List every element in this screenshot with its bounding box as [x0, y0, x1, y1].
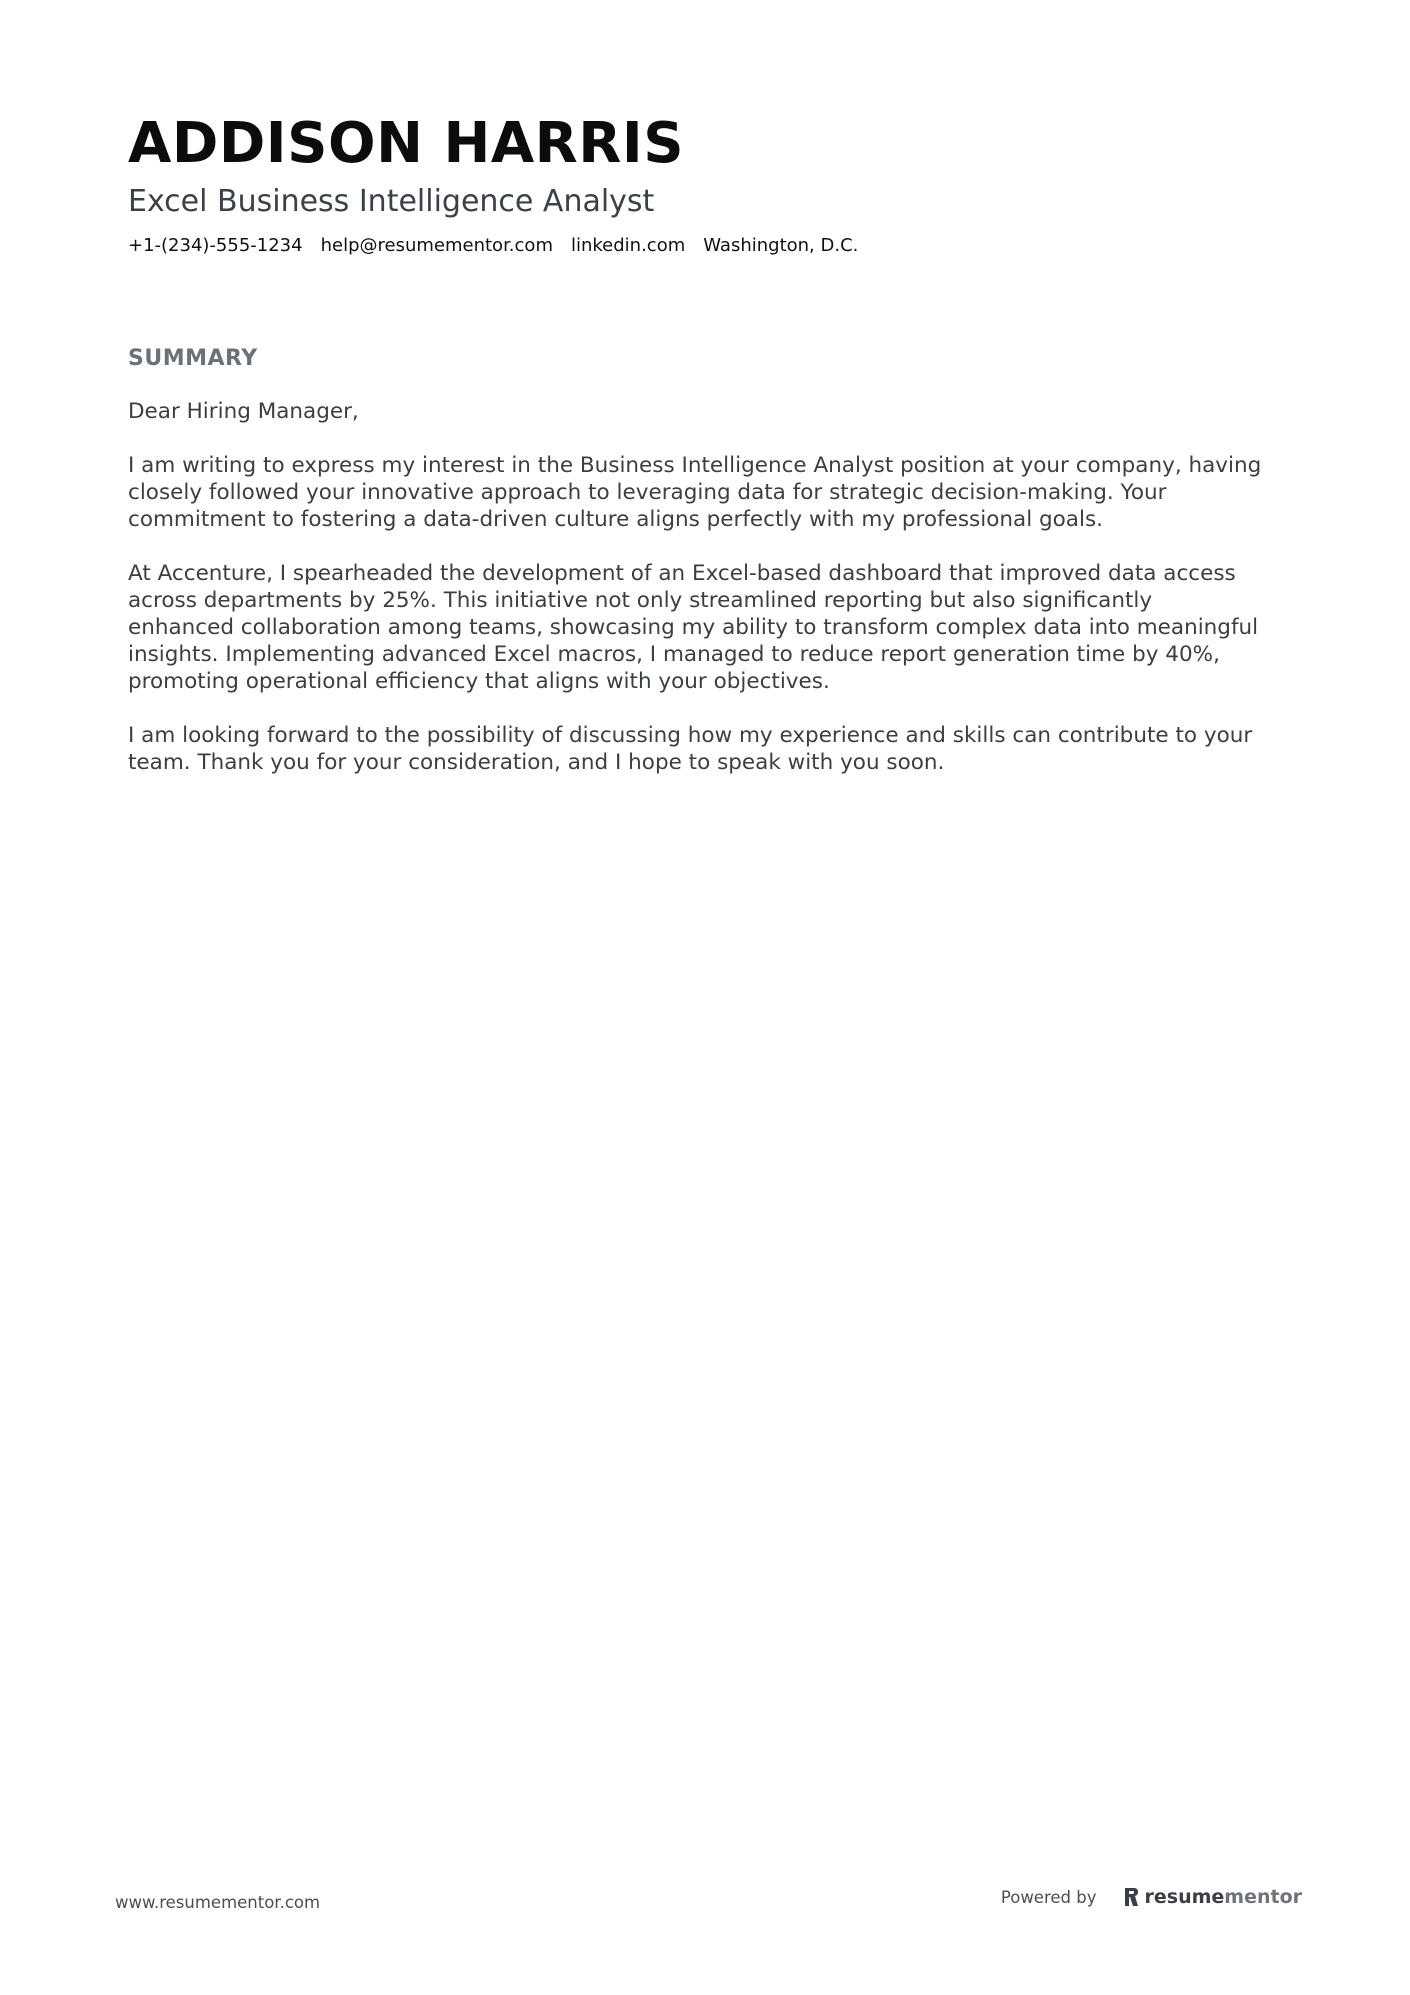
contact-phone: +1-(234)-555-1234: [128, 235, 303, 256]
footer-website[interactable]: www.resumementor.com: [115, 1893, 321, 1912]
powered-by-label: Powered by: [1000, 1887, 1097, 1907]
letter-paragraph: At Accenture, I spearheaded the development of an Excel-based dashboard that improved data access across departments by 25%. This initiative not only streamlined reporting but also significantly enhanced collaboration among teams, showcasing my ability to transform complex data into meaningful insights. Implementing advanced Excel macros, I managed to reduce report generation time by 40%, promoting operational efficiency that aligns with your objectives.: [128, 561, 1259, 694]
letter-paragraph: I am looking forward to the possibility of discussing how my experience and skills can contribute to your team. Thank you for your consideration, and I hope to speak with you soon.: [128, 723, 1253, 775]
brand-name-part2: mentor: [1224, 1886, 1302, 1908]
letter-body: [128, 398, 1263, 803]
header: [128, 110, 1278, 258]
contact-info: [128, 234, 1278, 258]
letter-salutation: Dear Hiring Manager,: [128, 399, 359, 424]
footer-branding: [1001, 1886, 1302, 1908]
job-title: Excel Business Intelligence Analyst: [128, 184, 655, 219]
letter-paragraph: I am writing to express my interest in the Business Intelligence Analyst position at your company, having closely followed your innovative approach to leveraging data for strategic decision-making. Your commitment to fostering a data-driven culture aligns perfectly with my professional goals.: [128, 453, 1262, 532]
contact-linkedin[interactable]: linkedin.com: [570, 235, 686, 256]
resumementor-logo-icon: [1123, 1887, 1139, 1907]
brand-name-part1: resume: [1144, 1886, 1225, 1908]
summary-heading: SUMMARY: [128, 346, 258, 371]
contact-location: Washington, D.C.: [703, 235, 859, 256]
contact-email[interactable]: help@resumementor.com: [320, 235, 553, 256]
brand-logo[interactable]: [1123, 1886, 1303, 1908]
candidate-name: ADDISON HARRIS: [128, 111, 685, 176]
